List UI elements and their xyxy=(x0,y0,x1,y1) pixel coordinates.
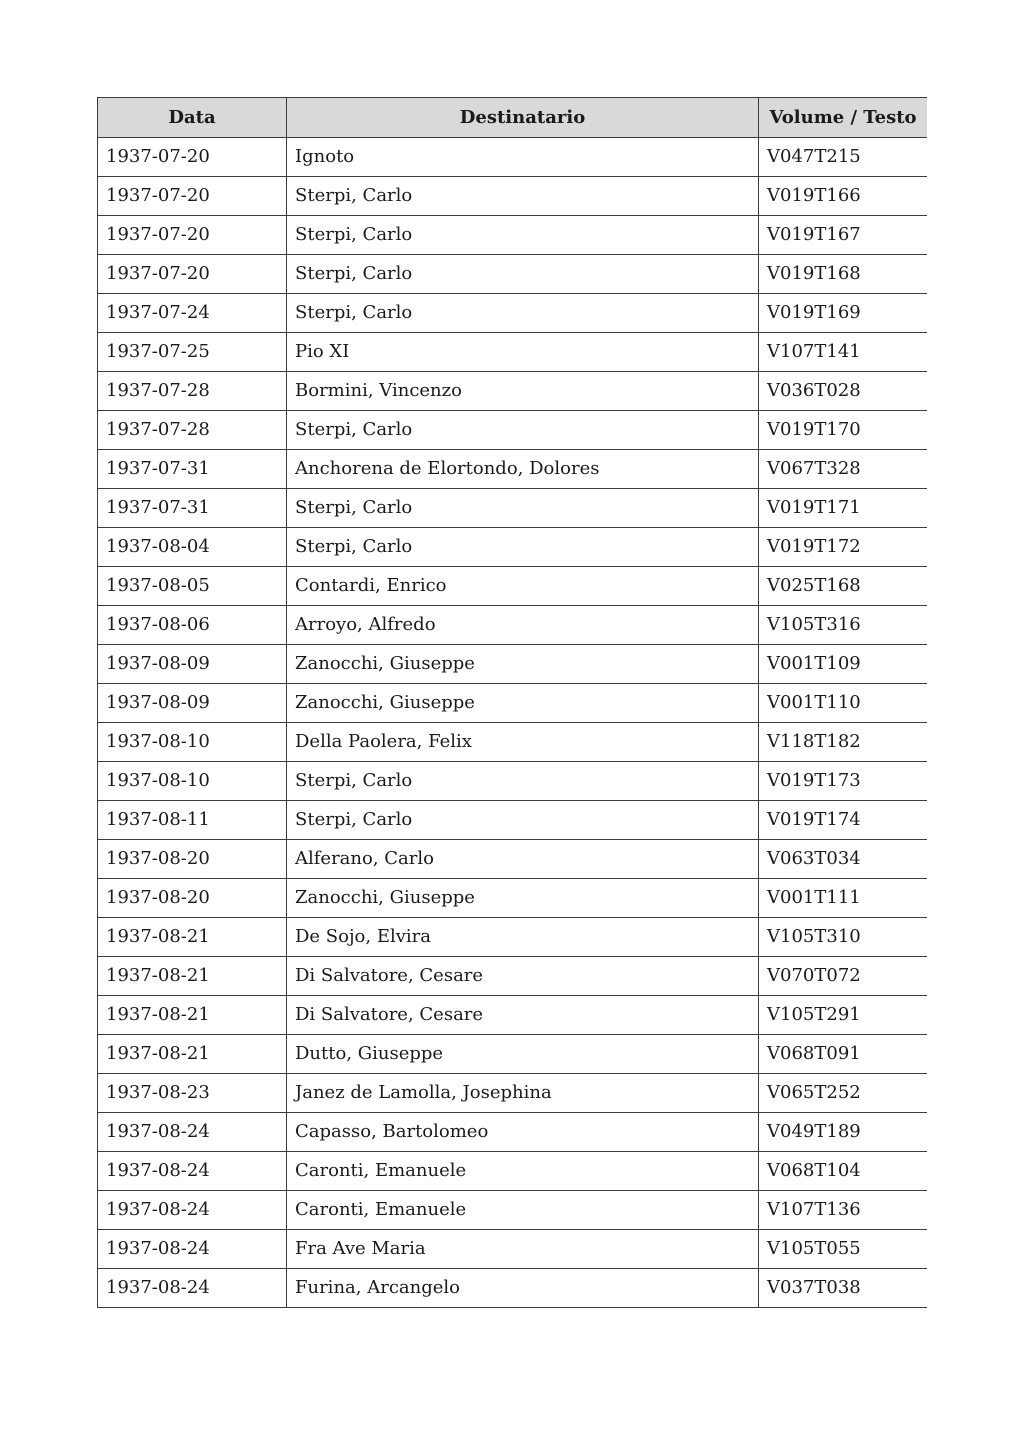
cell-recipient: Sterpi, Carlo xyxy=(287,528,759,567)
cell-date: 1937-08-10 xyxy=(98,723,287,762)
table-body xyxy=(98,138,928,1308)
cell-volume: V019T166 xyxy=(759,177,928,216)
cell-recipient: Pio XI xyxy=(287,333,759,372)
table-row xyxy=(98,450,928,489)
cell-date: 1937-08-20 xyxy=(98,840,287,879)
cell-volume: V019T168 xyxy=(759,255,928,294)
cell-volume: V037T038 xyxy=(759,1269,928,1308)
cell-date: 1937-07-28 xyxy=(98,372,287,411)
cell-volume: V025T168 xyxy=(759,567,928,606)
table-row xyxy=(98,138,928,177)
cell-volume: V105T291 xyxy=(759,996,928,1035)
table-row xyxy=(98,567,928,606)
cell-recipient: Alferano, Carlo xyxy=(287,840,759,879)
cell-recipient: Contardi, Enrico xyxy=(287,567,759,606)
table-row xyxy=(98,840,928,879)
cell-volume: V105T310 xyxy=(759,918,928,957)
cell-recipient: Bormini, Vincenzo xyxy=(287,372,759,411)
cell-recipient: Sterpi, Carlo xyxy=(287,216,759,255)
cell-volume: V001T110 xyxy=(759,684,928,723)
cell-recipient: Dutto, Giuseppe xyxy=(287,1035,759,1074)
cell-date: 1937-08-05 xyxy=(98,567,287,606)
letters-table-container xyxy=(97,97,927,1312)
cell-date: 1937-08-24 xyxy=(98,1230,287,1269)
cell-volume: V067T328 xyxy=(759,450,928,489)
cell-date: 1937-08-20 xyxy=(98,879,287,918)
letters-table xyxy=(97,97,927,1308)
table-row xyxy=(98,723,928,762)
cell-recipient: Anchorena de Elortondo, Dolores xyxy=(287,450,759,489)
cell-date: 1937-08-21 xyxy=(98,957,287,996)
cell-volume: V019T174 xyxy=(759,801,928,840)
cell-volume: V019T169 xyxy=(759,294,928,333)
table-row xyxy=(98,1152,928,1191)
cell-recipient: Della Paolera, Felix xyxy=(287,723,759,762)
cell-recipient: Caronti, Emanuele xyxy=(287,1152,759,1191)
table-row xyxy=(98,1074,928,1113)
table-row xyxy=(98,216,928,255)
header-date: Data xyxy=(98,98,287,138)
cell-date: 1937-07-28 xyxy=(98,411,287,450)
table-row xyxy=(98,606,928,645)
cell-volume: V107T141 xyxy=(759,333,928,372)
table-row xyxy=(98,957,928,996)
cell-date: 1937-08-04 xyxy=(98,528,287,567)
cell-recipient: Caronti, Emanuele xyxy=(287,1191,759,1230)
cell-date: 1937-07-20 xyxy=(98,177,287,216)
cell-volume: V107T136 xyxy=(759,1191,928,1230)
cell-date: 1937-08-21 xyxy=(98,1035,287,1074)
cell-date: 1937-08-21 xyxy=(98,918,287,957)
cell-date: 1937-07-20 xyxy=(98,138,287,177)
cell-date: 1937-08-24 xyxy=(98,1152,287,1191)
cell-date: 1937-07-25 xyxy=(98,333,287,372)
cell-volume: V047T215 xyxy=(759,138,928,177)
cell-volume: V036T028 xyxy=(759,372,928,411)
table-row xyxy=(98,372,928,411)
cell-date: 1937-08-24 xyxy=(98,1269,287,1308)
cell-recipient: Ignoto xyxy=(287,138,759,177)
table-row xyxy=(98,528,928,567)
cell-date: 1937-08-09 xyxy=(98,684,287,723)
table-row xyxy=(98,411,928,450)
header-volume: Volume / Testo xyxy=(759,98,928,138)
cell-recipient: Sterpi, Carlo xyxy=(287,411,759,450)
cell-volume: V063T034 xyxy=(759,840,928,879)
cell-recipient: Zanocchi, Giuseppe xyxy=(287,879,759,918)
table-row xyxy=(98,801,928,840)
table-row xyxy=(98,255,928,294)
cell-volume: V019T172 xyxy=(759,528,928,567)
cell-date: 1937-07-20 xyxy=(98,255,287,294)
cell-recipient: Capasso, Bartolomeo xyxy=(287,1113,759,1152)
cell-recipient: Di Salvatore, Cesare xyxy=(287,996,759,1035)
table-row xyxy=(98,762,928,801)
cell-date: 1937-08-21 xyxy=(98,996,287,1035)
table-row xyxy=(98,645,928,684)
cell-volume: V019T167 xyxy=(759,216,928,255)
cell-recipient: Di Salvatore, Cesare xyxy=(287,957,759,996)
table-row xyxy=(98,333,928,372)
cell-date: 1937-08-09 xyxy=(98,645,287,684)
cell-recipient: Sterpi, Carlo xyxy=(287,255,759,294)
table-row xyxy=(98,1035,928,1074)
cell-recipient: Sterpi, Carlo xyxy=(287,294,759,333)
cell-date: 1937-08-24 xyxy=(98,1191,287,1230)
cell-date: 1937-08-23 xyxy=(98,1074,287,1113)
table-row xyxy=(98,996,928,1035)
table-row xyxy=(98,1191,928,1230)
cell-volume: V118T182 xyxy=(759,723,928,762)
header-recipient: Destinatario xyxy=(287,98,759,138)
cell-recipient: Fra Ave Maria xyxy=(287,1230,759,1269)
table-row xyxy=(98,294,928,333)
cell-recipient: De Sojo, Elvira xyxy=(287,918,759,957)
cell-recipient: Furina, Arcangelo xyxy=(287,1269,759,1308)
cell-recipient: Janez de Lamolla, Josephina xyxy=(287,1074,759,1113)
table-row xyxy=(98,1113,928,1152)
cell-recipient: Sterpi, Carlo xyxy=(287,177,759,216)
cell-recipient: Sterpi, Carlo xyxy=(287,762,759,801)
cell-date: 1937-08-10 xyxy=(98,762,287,801)
table-row xyxy=(98,918,928,957)
table-row xyxy=(98,684,928,723)
table-row xyxy=(98,1269,928,1308)
cell-date: 1937-08-06 xyxy=(98,606,287,645)
cell-recipient: Sterpi, Carlo xyxy=(287,489,759,528)
cell-recipient: Zanocchi, Giuseppe xyxy=(287,645,759,684)
cell-volume: V049T189 xyxy=(759,1113,928,1152)
cell-recipient: Zanocchi, Giuseppe xyxy=(287,684,759,723)
table-row xyxy=(98,177,928,216)
cell-recipient: Arroyo, Alfredo xyxy=(287,606,759,645)
cell-volume: V001T111 xyxy=(759,879,928,918)
cell-recipient: Sterpi, Carlo xyxy=(287,801,759,840)
cell-volume: V105T316 xyxy=(759,606,928,645)
cell-volume: V019T173 xyxy=(759,762,928,801)
cell-date: 1937-08-24 xyxy=(98,1113,287,1152)
table-header-row xyxy=(98,98,928,138)
cell-volume: V019T171 xyxy=(759,489,928,528)
table-row xyxy=(98,1230,928,1269)
cell-volume: V070T072 xyxy=(759,957,928,996)
cell-date: 1937-07-20 xyxy=(98,216,287,255)
cell-volume: V001T109 xyxy=(759,645,928,684)
cell-date: 1937-08-11 xyxy=(98,801,287,840)
cell-volume: V019T170 xyxy=(759,411,928,450)
table-row xyxy=(98,879,928,918)
cell-volume: V068T104 xyxy=(759,1152,928,1191)
cell-date: 1937-07-31 xyxy=(98,450,287,489)
cell-volume: V105T055 xyxy=(759,1230,928,1269)
cell-volume: V065T252 xyxy=(759,1074,928,1113)
cell-volume: V068T091 xyxy=(759,1035,928,1074)
table-row xyxy=(98,489,928,528)
cell-date: 1937-07-24 xyxy=(98,294,287,333)
cell-date: 1937-07-31 xyxy=(98,489,287,528)
